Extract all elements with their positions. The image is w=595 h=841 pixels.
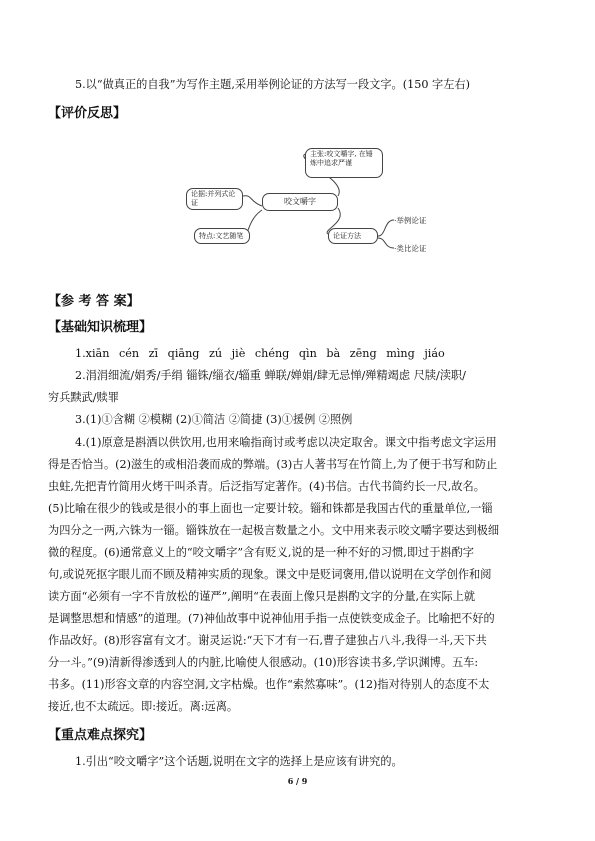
answer-4-line: 分一斗。”(9)清新得渗透到人的内脏,比喻使人很感动。(10)形容读书多,学识渊博。五车: <box>48 656 479 669</box>
answer-4-line: 读方面“必须有一字不肯放松的谨严”,阐明“在表面上像只是斟酌文字的分量,在实际上就 <box>48 590 476 603</box>
answer-4-line: 微的程度。(6)通常意义上的“咬文嚼字”含有贬义,说的是一种不好的习惯,即过于斟酌字 <box>48 546 474 559</box>
heading-key-difficulties: 【重点难点探究】 <box>48 728 153 743</box>
node-evidence: 论据:并列式论证 <box>186 188 243 210</box>
answer-4-line: 4.(1)原意是斟酒以供饮用,也用来喻指商讨或考虑以决定取舍。课文中指考虑文字运用 <box>75 436 497 449</box>
key-point-1: 1.引出“咬文嚼字”这个话题,说明在文字的选择上是应该有讲究的。 <box>75 755 403 768</box>
node-argument-method: 论证方法 <box>328 228 378 244</box>
leaf-analogy-argument: ·类比论证 <box>394 244 427 253</box>
leaf-example-argument: ·举例论证 <box>394 216 427 225</box>
answer-4-line: 接近,也不太疏远。即:接近。离:远离。 <box>48 700 239 713</box>
answer-2-line-1: 2.涓涓细流/娟秀/手绢 锱铢/缁衣/辎重 蝉联/婵娟/肆无忌惮/殚精竭虑 尺牍/渎职/ <box>75 369 466 382</box>
question-5: 5.以“做真正的自我”为写作主题,采用举例论证的方法写一段文字。(150 字左右) <box>75 78 470 91</box>
answer-4-line: 书多。(11)形容文章的内容空洞,文字枯燥。也作“索然寡味”。(12)指对待别人的态度不太 <box>48 678 490 691</box>
answer-4-line: 作品改好。(8)形容富有文才。谢灵运说:“天下才有一石,曹子建独占八斗,我得一斗,天下共 <box>48 634 487 647</box>
node-claim: 主张:咬文嚼字, 在锤炼中追求严谨 <box>305 148 383 178</box>
center-node: 咬文嚼字 <box>262 193 338 211</box>
answer-4-line: 句,或说死抠字眼儿而不顾及精神实质的现象。课文中是贬词褒用,借以说明在文学创作和阅 <box>48 568 492 581</box>
heading-basic-knowledge: 【基础知识梳理】 <box>48 320 153 335</box>
answer-1: 1.xiān cén zī qiāng zú jiè chéng qìn bà zēng mìng jiáo <box>75 347 445 360</box>
heading-evaluation-reflection: 【评价反思】 <box>48 106 127 121</box>
answer-4-line: 是调整思想和情感”的道理。(7)神仙故事中说神仙用手指一点使铁变成金子。比喻把不好的 <box>48 612 495 625</box>
page-number: 6 / 9 <box>287 776 308 786</box>
answer-2-line-2: 穷兵黩武/赎罪 <box>48 391 119 404</box>
heading-reference-answers: 【参 考 答 案】 <box>48 294 140 309</box>
answer-3: 3.(1)①含糊 ②模糊 (2)①简洁 ②简捷 (3)①援例 ②照例 <box>75 413 353 426</box>
answer-4-line: (5)比喻在很少的钱或是很小的事上面也一定要计较。锱和铢都是我国古代的重量单位,一锱 <box>48 502 493 515</box>
answer-4-line: 得是否恰当。(2)滋生的或相沿袭而成的弊端。(3)古人著书写在竹简上,为了便于书写和防止 <box>48 458 498 471</box>
answer-4-line: 虫蛀,先把青竹简用火烤干叫杀青。后泛指写定著作。(4)书信。古代书简约长一尺,故名。 <box>48 480 485 493</box>
mind-map <box>150 140 440 260</box>
answer-4-line: 为四分之一两,六铢为一锱。锱铢放在一起极言数量之小。文中用来表示咬文嚼字要达到极细 <box>48 524 500 537</box>
node-feature: 特点:文艺随笔 <box>194 228 250 244</box>
